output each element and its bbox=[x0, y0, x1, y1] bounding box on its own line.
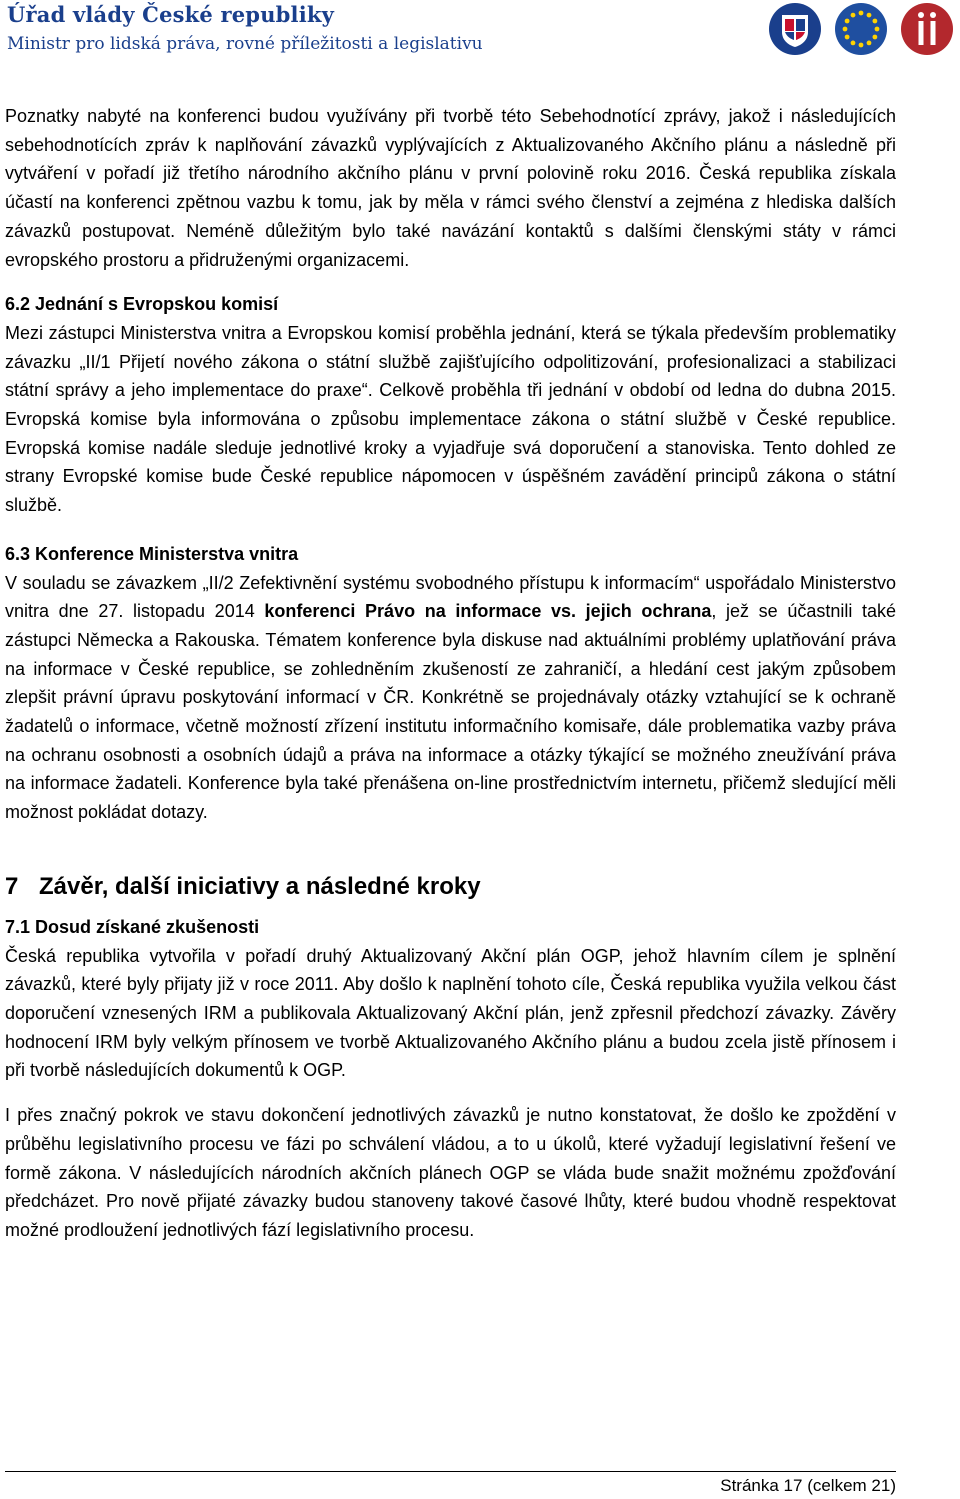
section-7-1-heading: 7.1 Dosud získané zkušenosti bbox=[5, 916, 260, 937]
minister-title: Ministr pro lidská práva, rovné příležitosti a legislativu bbox=[7, 34, 483, 54]
chapter-title: Závěr, další iniciativy a následné kroky bbox=[39, 872, 481, 900]
document-body bbox=[5, 102, 896, 1245]
paragraph-eu-commission: Mezi zástupci Ministerstva vnitra a Evropskou komisí proběhla jednání, která se týkala především problematiky závazku „II/1 Přijetí nového zákona o státní službě zajišťujícího odpolitizování, profesionalizaci a stabilizaci státní správy a jeho implementace do praxe“. Celkově proběhla tři jednání v období od ledna do dubna 2015. Evropská komise byla informována o způsobu implementace zákona o státní službě v České republice. Evropská komise nadále sleduje jednotlivé kroky a vyjadřuje svá doporučení a stanoviska. Tento dohled ze strany Evropské komise bude České republice nápomocen v úspěšném zavádění principů zákona o státní službě. bbox=[5, 322, 896, 516]
footer-divider bbox=[5, 1471, 896, 1472]
paragraph-ministry-conference bbox=[5, 569, 896, 827]
paragraph-experience: Česká republika vytvořila v pořadí druhý Aktualizovaný Akční plán OGP, jehož hlavním cílem je splnění závazků, které byly přijaty již v roce 2011. Aby došlo k naplnění tohoto cíle, Česká republika využila velkou část doporučení vznesených IRM a publikovala Aktualizovaný Akční plán, jenž zpřesnil předchozí závazky. Závěry hodnocení IRM byly velkým přínosem ve tvorbě Aktualizovaného Akčního plánu a budou zcela jistě přínosem i při tvorbě následujících dokumentů k OGP. bbox=[5, 945, 896, 1081]
section-6-3-heading: 6.3 Konference Ministerstva vnitra bbox=[5, 543, 299, 564]
paragraph-text: V souladu se závazkem „II/2 Zefektivnění systému svobodného přístupu k informacím“ uspořádalo Ministerstvo vnitra dne 27. listopadu 2014 bbox=[5, 572, 896, 622]
page-number: Stránka 17 (celkem 21) bbox=[720, 1476, 896, 1495]
organization-name: Úřad vlády České republiky bbox=[7, 2, 335, 27]
page-header bbox=[0, 0, 960, 66]
eu-stars-icon bbox=[834, 2, 888, 56]
paragraph-conference-findings: Poznatky nabyté na konferenci budou využívány při tvorbě této Sebehodnotící zprávy, jakož i následujících sebehodnotících zpráv k naplňování závazků vyplývajících z Aktualizovaného Akčního plánu a následně při vytváření v pořadí již třetího národního akčního plánu v první polovině roku 2016. Česká republika získala účastí na konferenci zpětnou vazbu k tomu, jak by měla v rámci svého členství a zejména z hlediska dalších závazků postupovat. Neméně důležitým bylo také navázání kontaktů s dalšími členskými státy v rámci evropského prostoru a přidruženými organizacemi. bbox=[5, 106, 896, 270]
section-6-2-heading: 6.2 Jednání s Evropskou komisí bbox=[5, 294, 279, 315]
conference-name: konferenci Právo na informace vs. jejich ochrana bbox=[264, 601, 712, 622]
paragraph-text: , jež se účastnili také zástupci Německa a Rakouska. Tématem konference byla diskuse nad aktuálními problémy uplatňování práva na informace v České republice, se zohledněním zkušeností ze zahraničí, a hledání cest jakým způsobem zlepšit právní úpravu poskytování informací v ČR. Konkrétně se projednávaly otázky vztahující se k ochraně žadatelů o informace, včetně možností zřízení institutu informačního komisaře, dále problematika vazby práva na ochranu osobnosti a osobních údajů a práva na informace a otázky týkající se možného zneužívání práva na informace žadateli. Konference byla také přenášena on-line prostřednictvím internetu, přičemž sledující měli možnost pokládat dotazy. bbox=[5, 601, 897, 823]
ii-logo-icon bbox=[900, 2, 954, 56]
czech-coat-of-arms-icon bbox=[768, 2, 822, 56]
paragraph-progress: I přes značný pokrok ve stavu dokončení jednotlivých závazků je nutno konstatovat, že došlo ke zpoždění v průběhu legislativního procesu ve fázi po schválení vládou, a to u úkolů, které vyžadují legislativní řešení ve formě zákona. V následujících národních akčních plánech OGP se vláda bude snažit možnému zpožďování předcházet. Pro nově přijaté závazky budou stanoveny takové časové lhůty, které budou vhodně respektovat možné prodloužení jednotlivých fází legislativního procesu. bbox=[5, 1105, 896, 1240]
chapter-7-heading bbox=[5, 867, 896, 907]
chapter-number: 7 bbox=[5, 872, 19, 900]
